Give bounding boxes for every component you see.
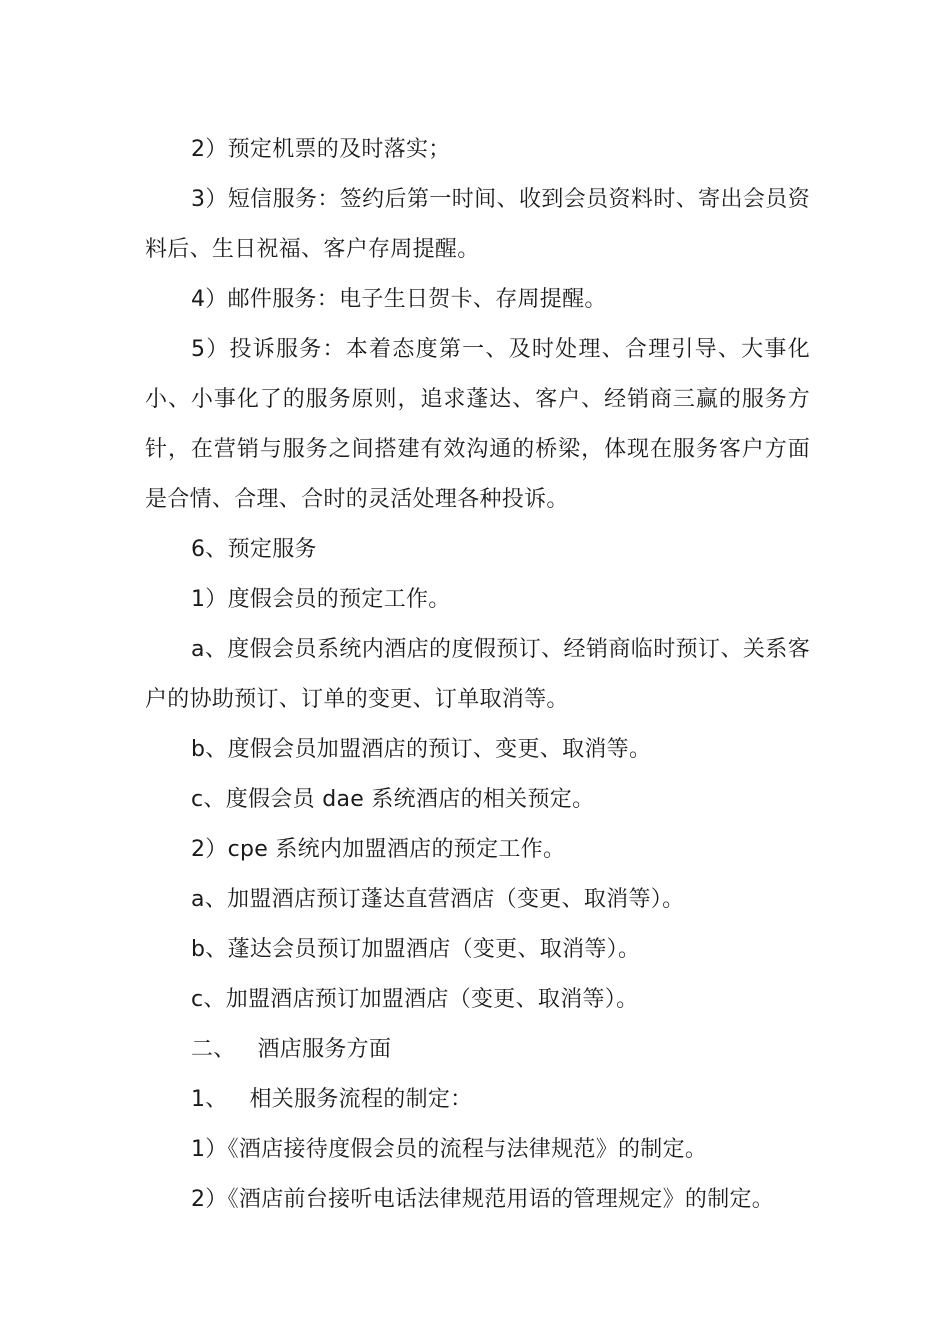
- paragraph-email-service: 4）邮件服务：电子生日贺卡、存周提醒。: [191, 287, 607, 312]
- paragraph-affiliate-to-direct: a、加盟酒店预订蓬达直营酒店（变更、取消等）。: [191, 887, 685, 912]
- heading-reservation-service: 6、预定服务: [191, 537, 317, 562]
- paragraph-complaint-service: 5）投诉服务：本着态度第一、及时处理、合理引导、大事化小、小事化了的服务原则，追求蓬达、客户、经销商三赢的服务方针，在营销与服务之间搭建有效沟通的桥梁，体现在服务客户方面是合情、合理、合时的灵活处理各种投诉。: [145, 337, 810, 512]
- paragraph-affiliate-to-affiliate: c、加盟酒店预订加盟酒店（变更、取消等）。: [191, 987, 639, 1012]
- heading-hotel-services: 二、 酒店服务方面: [191, 1037, 392, 1062]
- paragraph-book-air-tickets: 2）预定机票的及时落实；: [191, 137, 451, 162]
- paragraph-front-desk-phone-rules: 2）《酒店前台接听电话法律规范用语的管理规定》的制定。: [191, 1187, 775, 1212]
- paragraph-vacation-member-booking: 1）度假会员的预定工作。: [191, 587, 451, 612]
- heading-service-process: 1、 相关服务流程的制定：: [191, 1087, 473, 1112]
- paragraph-affiliate-hotel-booking: b、度假会员加盟酒店的预订、变更、取消等。: [191, 737, 652, 762]
- paragraph-reception-process-rules: 1）《酒店接待度假会员的流程与法律规范》的制定。: [191, 1137, 708, 1162]
- paragraph-system-hotel-booking: a、度假会员系统内酒店的度假预订、经销商临时预订、关系客户的协助预订、订单的变更、订单取消等。: [145, 637, 810, 712]
- paragraph-dae-booking: c、度假会员 dae 系统酒店的相关预定。: [191, 787, 595, 812]
- document-body: [145, 125, 810, 1225]
- paragraph-member-to-affiliate: b、蓬达会员预订加盟酒店（变更、取消等）。: [191, 937, 641, 962]
- paragraph-cpe-booking: 2）cpe 系统内加盟酒店的预定工作。: [191, 837, 566, 862]
- paragraph-sms-service: 3）短信服务：签约后第一时间、收到会员资料时、寄出会员资料后、生日祝福、客户存周提醒。: [145, 187, 810, 262]
